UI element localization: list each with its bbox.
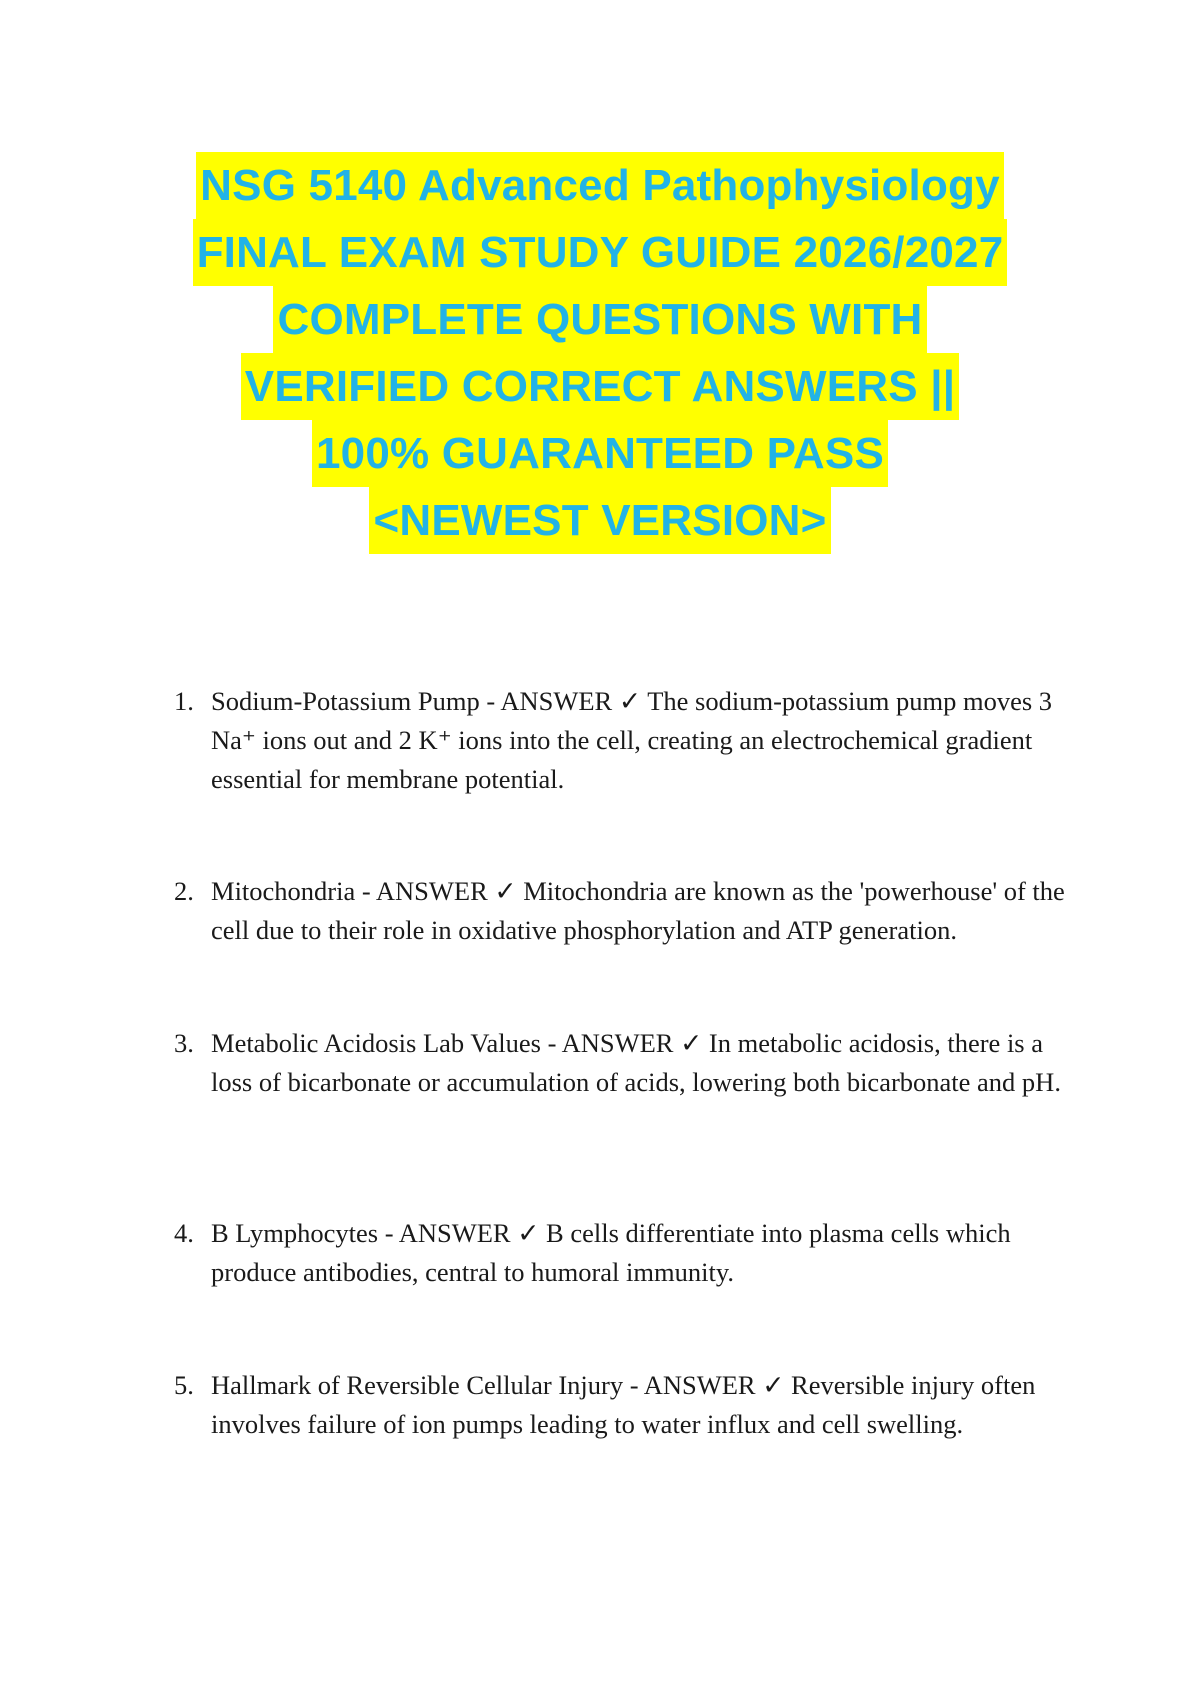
list-item bbox=[174, 1024, 1074, 1102]
item-text: Mitochondria - ANSWER ✓ Mitochondria are known as the 'powerhouse' of the cell due to their role in oxidative phosphorylation and ATP generation. bbox=[211, 876, 1065, 945]
title-line-1: NSG 5140 Advanced Pathophysiology bbox=[196, 152, 1004, 219]
list-item bbox=[174, 872, 1074, 950]
item-text: Sodium-Potassium Pump - ANSWER ✓ The sodium-potassium pump moves 3 Na⁺ ions out and 2 K⁺ ions into the cell, creating an electrochemical gradient essential for membrane potential. bbox=[211, 686, 1053, 794]
list-item bbox=[174, 1214, 1074, 1292]
item-text: Metabolic Acidosis Lab Values - ANSWER ✓ In metabolic acidosis, there is a loss of bicarbonate or accumulation of acids, lowering both bicarbonate and pH. bbox=[211, 1028, 1061, 1097]
item-number: 1. bbox=[174, 686, 194, 716]
title-line-3: COMPLETE QUESTIONS WITH bbox=[273, 286, 926, 353]
item-text: B Lymphocytes - ANSWER ✓ B cells differentiate into plasma cells which produce antibodies, central to humoral immunity. bbox=[211, 1218, 1011, 1287]
title-line-6: <NEWEST VERSION> bbox=[369, 487, 830, 554]
item-number: 5. bbox=[174, 1370, 194, 1400]
title-line-5: 100% GUARANTEED PASS bbox=[312, 420, 888, 487]
document-title bbox=[100, 152, 1100, 554]
title-line-2: FINAL EXAM STUDY GUIDE 2026/2027 bbox=[193, 219, 1008, 286]
item-text: Hallmark of Reversible Cellular Injury - ANSWER ✓ Reversible injury often involves failure of ion pumps leading to water influx and cell swelling. bbox=[211, 1370, 1036, 1439]
list-item bbox=[174, 1366, 1074, 1444]
item-number: 4. bbox=[174, 1218, 194, 1248]
item-number: 3. bbox=[174, 1028, 194, 1058]
list-item bbox=[174, 682, 1074, 799]
item-number: 2. bbox=[174, 876, 194, 906]
title-line-4: VERIFIED CORRECT ANSWERS || bbox=[241, 353, 959, 420]
